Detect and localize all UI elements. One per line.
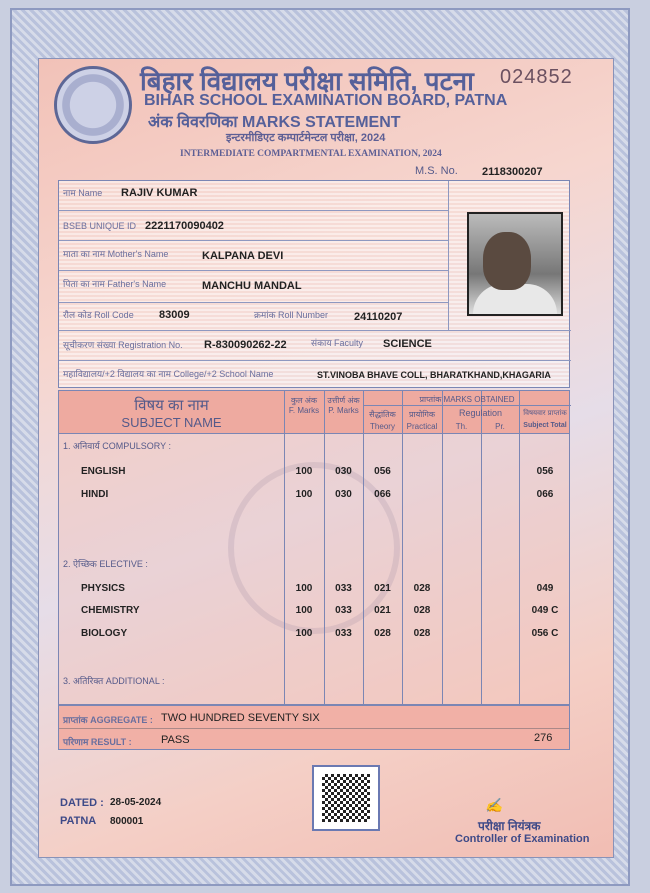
- cell-subject: HINDI: [81, 489, 109, 500]
- cell-subject: ENGLISH: [81, 466, 126, 477]
- cell-practical: 028: [413, 583, 431, 594]
- cell-theory: 021: [374, 605, 391, 616]
- regulation-header: Regulation: [458, 408, 503, 418]
- regulation-practical: Pr.: [495, 422, 505, 431]
- mother-label: माता का नाम Mother's Name: [63, 249, 169, 259]
- cell-total: 049 C: [531, 605, 559, 616]
- student-photo: [467, 212, 563, 316]
- cell-theory: 066: [374, 489, 391, 500]
- cell-subject: PHYSICS: [81, 583, 125, 594]
- subject-header: SUBJECT NAME: [121, 415, 222, 430]
- result-label: परिणाम RESULT :: [63, 737, 132, 747]
- elective-section: 2. ऐच्छिक ELECTIVE :: [63, 559, 148, 569]
- cell-subject: CHEMISTRY: [81, 605, 140, 616]
- cell-full: 100: [295, 466, 313, 477]
- cell-subject: BIOLOGY: [81, 628, 128, 639]
- controller-hindi: परीक्षा नियंत्रक: [478, 819, 541, 833]
- photo-cell: [448, 181, 571, 331]
- issue-date: 28-05-2024: [110, 797, 162, 808]
- marks-table: [58, 390, 570, 705]
- dated-label: DATED :: [60, 797, 104, 809]
- registration-no: R-830090262-22: [204, 339, 287, 351]
- full-marks-header: F. Marks: [288, 406, 320, 415]
- exam-name-english: INTERMEDIATE COMPARTMENTAL EXAMINATION, 2024: [180, 149, 442, 159]
- controller-title: Controller of Examination: [455, 833, 590, 845]
- pass-marks-hindi: उत्तीर्ण अंक: [327, 396, 360, 405]
- practical-hindi: प्रायोगिक: [408, 410, 436, 419]
- cell-theory: 028: [374, 628, 391, 639]
- cell-total: 056: [536, 466, 554, 477]
- registration-label: सूचीकरण संख्या Registration No.: [63, 340, 183, 350]
- signature: ✍: [485, 797, 503, 813]
- cell-total: 049: [536, 583, 554, 594]
- regulation-theory: Th.: [455, 422, 468, 431]
- marks-obtained-header: प्राप्तांक MARKS OBTAINED: [419, 395, 515, 404]
- father-name: MANCHU MANDAL: [202, 280, 302, 292]
- mother-name: KALPANA DEVI: [202, 250, 284, 262]
- cell-full: 100: [295, 605, 313, 616]
- cell-pass: 033: [335, 583, 352, 594]
- faculty: SCIENCE: [383, 338, 432, 350]
- cell-pass: 033: [335, 605, 352, 616]
- board-title-hindi: बिहार विद्यालय परीक्षा समिति, पटना: [140, 66, 474, 96]
- cell-theory: 056: [374, 466, 391, 477]
- additional-section: 3. अतिरिक्त ADDITIONAL :: [63, 676, 165, 686]
- uid-label: BSEB UNIQUE ID: [63, 221, 137, 231]
- uid-value: 2221170090402: [145, 220, 224, 232]
- ms-no-value: 2118300207: [482, 166, 543, 178]
- cell-theory: 021: [374, 583, 391, 594]
- exam-name-hindi: इन्टरमीडिएट कम्पार्टमेन्टल परीक्षा, 2024: [226, 132, 386, 144]
- pin-code: 800001: [110, 816, 144, 827]
- roll-code-label: रौल कोड Roll Code: [63, 310, 134, 320]
- college-label: महाविद्यालय/+2 विद्यालय का नाम College/+2 School Name: [63, 369, 274, 379]
- practical-header: Practical: [406, 422, 438, 431]
- aggregate-words: TWO HUNDRED SEVENTY SIX: [161, 712, 320, 724]
- theory-header: Theory: [370, 422, 395, 431]
- cell-practical: 028: [413, 628, 431, 639]
- serial-number: 024852: [500, 66, 573, 88]
- cell-total: 066: [536, 489, 554, 500]
- cell-total: 056 C: [531, 628, 559, 639]
- result-value: PASS: [161, 734, 190, 746]
- roll-number-label: क्रमांक Roll Number: [254, 310, 329, 320]
- cell-full: 100: [295, 489, 313, 500]
- pass-marks-header: P. Marks: [328, 406, 359, 415]
- aggregate-total: 276: [534, 732, 553, 744]
- cell-full: 100: [295, 583, 313, 594]
- marks-statement-title: अंक विवरणिका MARKS STATEMENT: [148, 114, 401, 131]
- subject-total-header: Subject Total: [523, 422, 567, 429]
- father-label: पिता का नाम Father's Name: [63, 279, 167, 289]
- ms-no-label: M.S. No.: [415, 165, 458, 177]
- subject-header-hindi: विषय का नाम: [134, 397, 209, 414]
- roll-number: 24110207: [354, 311, 403, 323]
- compulsory-section: 1. अनिवार्य COMPULSORY :: [63, 441, 171, 451]
- city: PATNA: [60, 815, 97, 827]
- student-name: RAJIV KUMAR: [121, 187, 198, 199]
- cell-pass: 030: [335, 489, 352, 500]
- faculty-label: संकाय Faculty: [311, 338, 364, 348]
- aggregate-label: प्राप्तांक AGGREGATE :: [63, 715, 153, 725]
- cell-practical: 028: [413, 605, 431, 616]
- full-marks-hindi: कुल अंक: [290, 396, 318, 405]
- theory-hindi: सैद्धांतिक: [369, 410, 396, 419]
- qr-code[interactable]: [312, 765, 380, 831]
- aggregate-box: [58, 705, 570, 750]
- college-name: ST.VINOBA BHAVE COLL, BHARATKHAND,KHAGARIA: [317, 370, 551, 380]
- subject-total-hindi: विषयवार प्राप्तांक: [523, 410, 567, 417]
- board-seal-logo: [54, 66, 132, 144]
- cell-pass: 033: [335, 628, 352, 639]
- student-info: [58, 180, 570, 388]
- cell-full: 100: [295, 628, 313, 639]
- cell-pass: 030: [335, 466, 352, 477]
- roll-code: 83009: [159, 309, 190, 321]
- name-label: नाम Name: [63, 188, 103, 198]
- board-title-english: BIHAR SCHOOL EXAMINATION BOARD, PATNA: [144, 92, 508, 109]
